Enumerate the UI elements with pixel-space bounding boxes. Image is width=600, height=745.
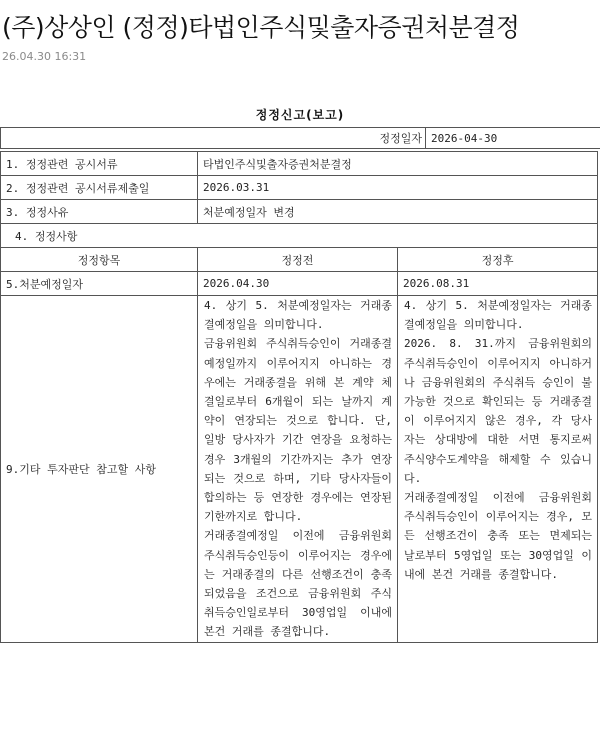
- correction-date-table: [0, 127, 600, 149]
- row-value: 타법인주식및출자증권처분결정: [198, 152, 598, 176]
- column-header-row: [1, 248, 598, 272]
- column-header-item: 정정항목: [1, 248, 198, 272]
- column-header-after: 정정후: [398, 248, 598, 272]
- value-after: 2026.08.31: [398, 272, 598, 296]
- paragraph: 거래종결예정일 이전에 금융위원회 주식취득승인등이 이루어지는 경우에는 거래종결의 다른 선행조건이 충족되었음을 조건으로 금융위원회 주식취득승인일로부터 30영업일 이내에 본건 거래를 종결합니다.: [204, 529, 392, 639]
- paragraph: 거래종결예정일 이전에 금융위원회 주식취득승인이 이루어지는 경우, 모든 선행조건이 충족 또는 면제되는 날로부터 5영업일 또는 30영업일 이내에 본건 거래를 종결합니다.: [404, 491, 593, 581]
- row-value: 처분예정일자 변경: [198, 200, 598, 224]
- row-value: 2026.03.31: [198, 176, 598, 200]
- value-after: [398, 296, 598, 643]
- row-label: 5.처분예정일자: [1, 272, 198, 296]
- section-row: [1, 224, 598, 248]
- row-label: 1. 정정관련 공시서류: [1, 152, 198, 176]
- correction-date-label: 정정일자: [1, 128, 426, 149]
- paragraph: 4. 상기 5. 처분예정일자는 거래종결예정일을 의미합니다.: [204, 299, 392, 332]
- publish-timestamp: 26.04.30 16:31: [2, 50, 87, 63]
- correction-table: [0, 151, 598, 643]
- paragraph: 2026. 8. 31.까지 금융위원회의 주식취득승인이 이루어지지 아니하거나 금융위원회의 주식취득 승인이 불가능한 것으로 확인되는 등 거래종결이 이루어지지 않은 경우, 각 당사자는 상대방에 대한 서면 통지로써 주식양수도계약을 해제할 수 있습니다.: [404, 337, 593, 485]
- value-before: 2026.04.30: [198, 272, 398, 296]
- paragraph: 4. 상기 5. 처분예정일자는 거래종결예정일을 의미합니다.: [404, 299, 593, 332]
- table-row: [1, 200, 598, 224]
- report-title: 정정신고(보고): [255, 108, 345, 122]
- section-label: 4. 정정사항: [1, 224, 198, 248]
- table-row: [1, 152, 598, 176]
- table-row: [1, 176, 598, 200]
- table-row: [1, 272, 598, 296]
- table-row: [1, 296, 598, 643]
- paragraph: 금융위원회 주식취득승인이 거래종결예정일까지 이루어지지 아니하는 경우에는 거래종결을 위해 본 계약 체결일로부터 6개월이 되는 날까지 계약이 연장되는 것으로 합니다. 단, 일방 당사자가 기간 연장을 요청하는 경우 3개월의 기간까지는 추가 연장되는 것으로 하며, 기타 당사자들이 합의하는 등 연장한 경우에는 연장된 기한까지로 합니다.: [204, 337, 392, 524]
- row-label: 3. 정정사유: [1, 200, 198, 224]
- row-label: 2. 정정관련 공시서류제출일: [1, 176, 198, 200]
- column-header-before: 정정전: [198, 248, 398, 272]
- correction-date-value: 2026-04-30: [426, 128, 600, 149]
- value-before: [198, 296, 398, 643]
- page-title: (주)상상인 (정정)타법인주식및출자증권처분결정: [2, 13, 520, 42]
- row-label: 9.기타 투자판단 참고할 사항: [1, 296, 198, 643]
